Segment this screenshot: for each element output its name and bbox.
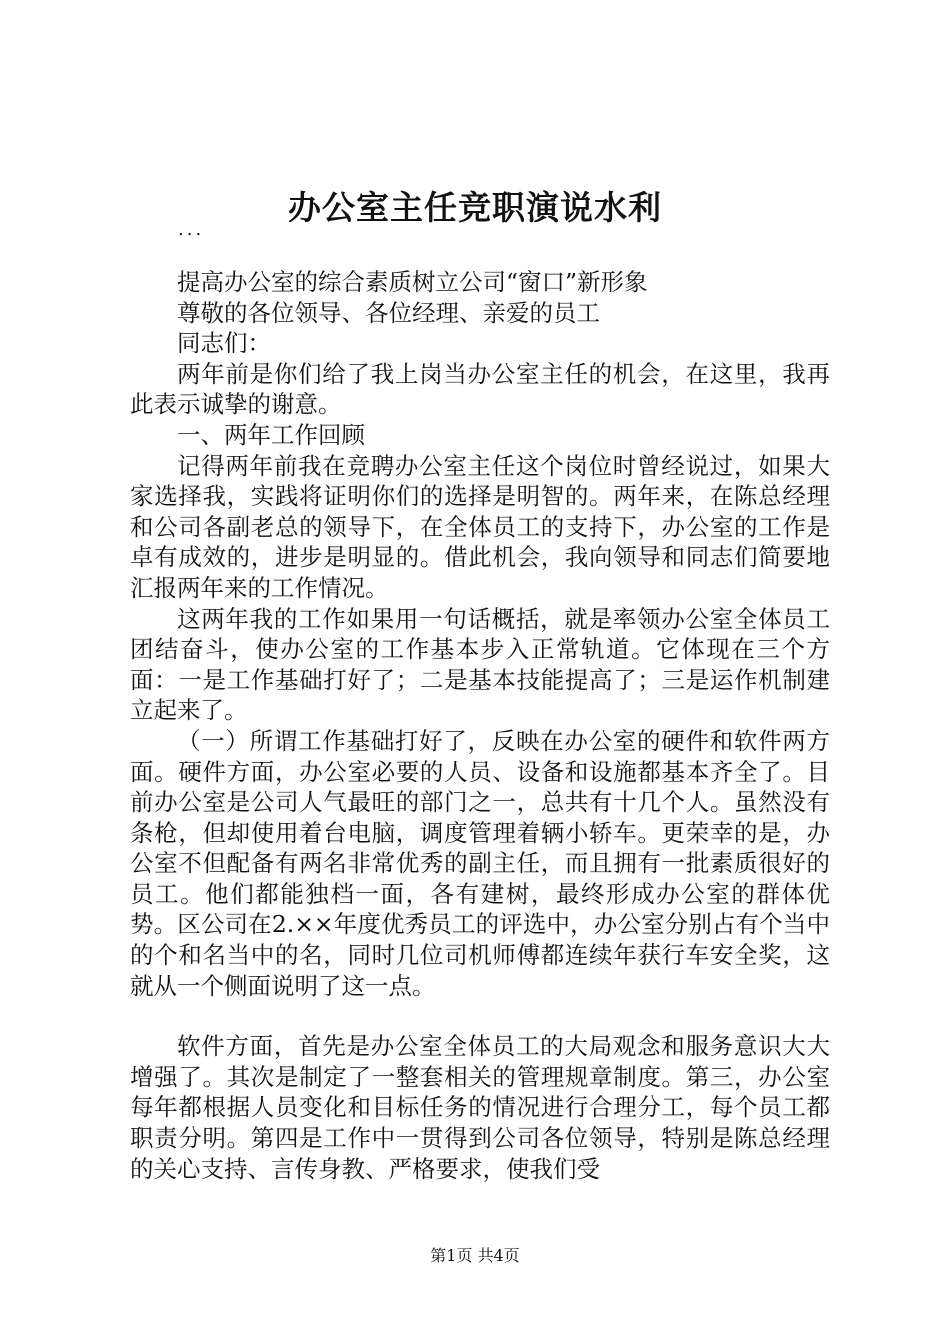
body-paragraph: 记得两年前我在竞聘办公室主任这个岗位时曾经说过，如果大家选择我，实践将证明你们的选择是明智的。两年来，在陈总经理和公司各副老总的领导下，在全体员工的支持下，办公室的工作是卓有成效的，进步是明显的。借此机会，我向领导和同志们简要地汇报两年来的工作情况。 <box>130 451 830 602</box>
page-footer: 第1页 共4页 <box>430 1246 520 1265</box>
body-paragraph: 软件方面，首先是办公室全体员工的大局观念和服务意识大大增强了。其次是制定了一整套相关的管理规章制度。第三，办公室每年都根据人员变化和目标任务的情况进行合理分工，每个员工都职责分明。第四是工作中一贯得到公司各位领导，特别是陈总经理的关心支持、言传身教、严格要求，使我们受 <box>130 1032 830 1183</box>
body-paragraph: 两年前是你们给了我上岗当办公室主任的机会，在这里，我再此表示诚挚的谢意。 <box>130 359 830 419</box>
salutation-paragraph: 尊敬的各位领导、各位经理、亲爱的员工 <box>177 298 600 327</box>
document-body <box>130 267 830 1184</box>
body-paragraph: 这两年我的工作如果用一句话概括，就是率领办公室全体员工团结奋斗，使办公室的工作基本步入正常轨道。它体现在三个方面：一是工作基础打好了；二是基本技能提高了；三是运作机制建立起来了。 <box>130 604 830 725</box>
section-heading: 一、两年工作回顾 <box>177 420 365 449</box>
ellipsis-mark: ... <box>178 219 205 240</box>
subtitle-paragraph: 提高办公室的综合素质树立公司“窗口”新形象 <box>177 268 648 296</box>
body-paragraph: （一）所谓工作基础打好了，反映在办公室的硬件和软件两方面。硬件方面，办公室必要的人员、设备和设施都基本齐全了。目前办公室是公司人气最旺的部门之一，总共有十几个人。虽然没有条枪，但却使用着台电脑，调度管理着辆小轿车。更荣幸的是，办公室不但配备有两名非常优秀的副主任，而且拥有一批素质很好的员工。他们都能独档一面，各有建树，最终形成办公室的群体优势。区公司在2.××年度优秀员工的评选中，办公室分别占有个当中的个和名当中的名，同时几位司机师傅都连续年获行车安全奖，这就从一个侧面说明了这一点。 <box>130 726 830 1000</box>
salutation-comrades: 同志们： <box>177 329 271 358</box>
document-title: 办公室主任竞职演说水利 <box>288 188 662 227</box>
